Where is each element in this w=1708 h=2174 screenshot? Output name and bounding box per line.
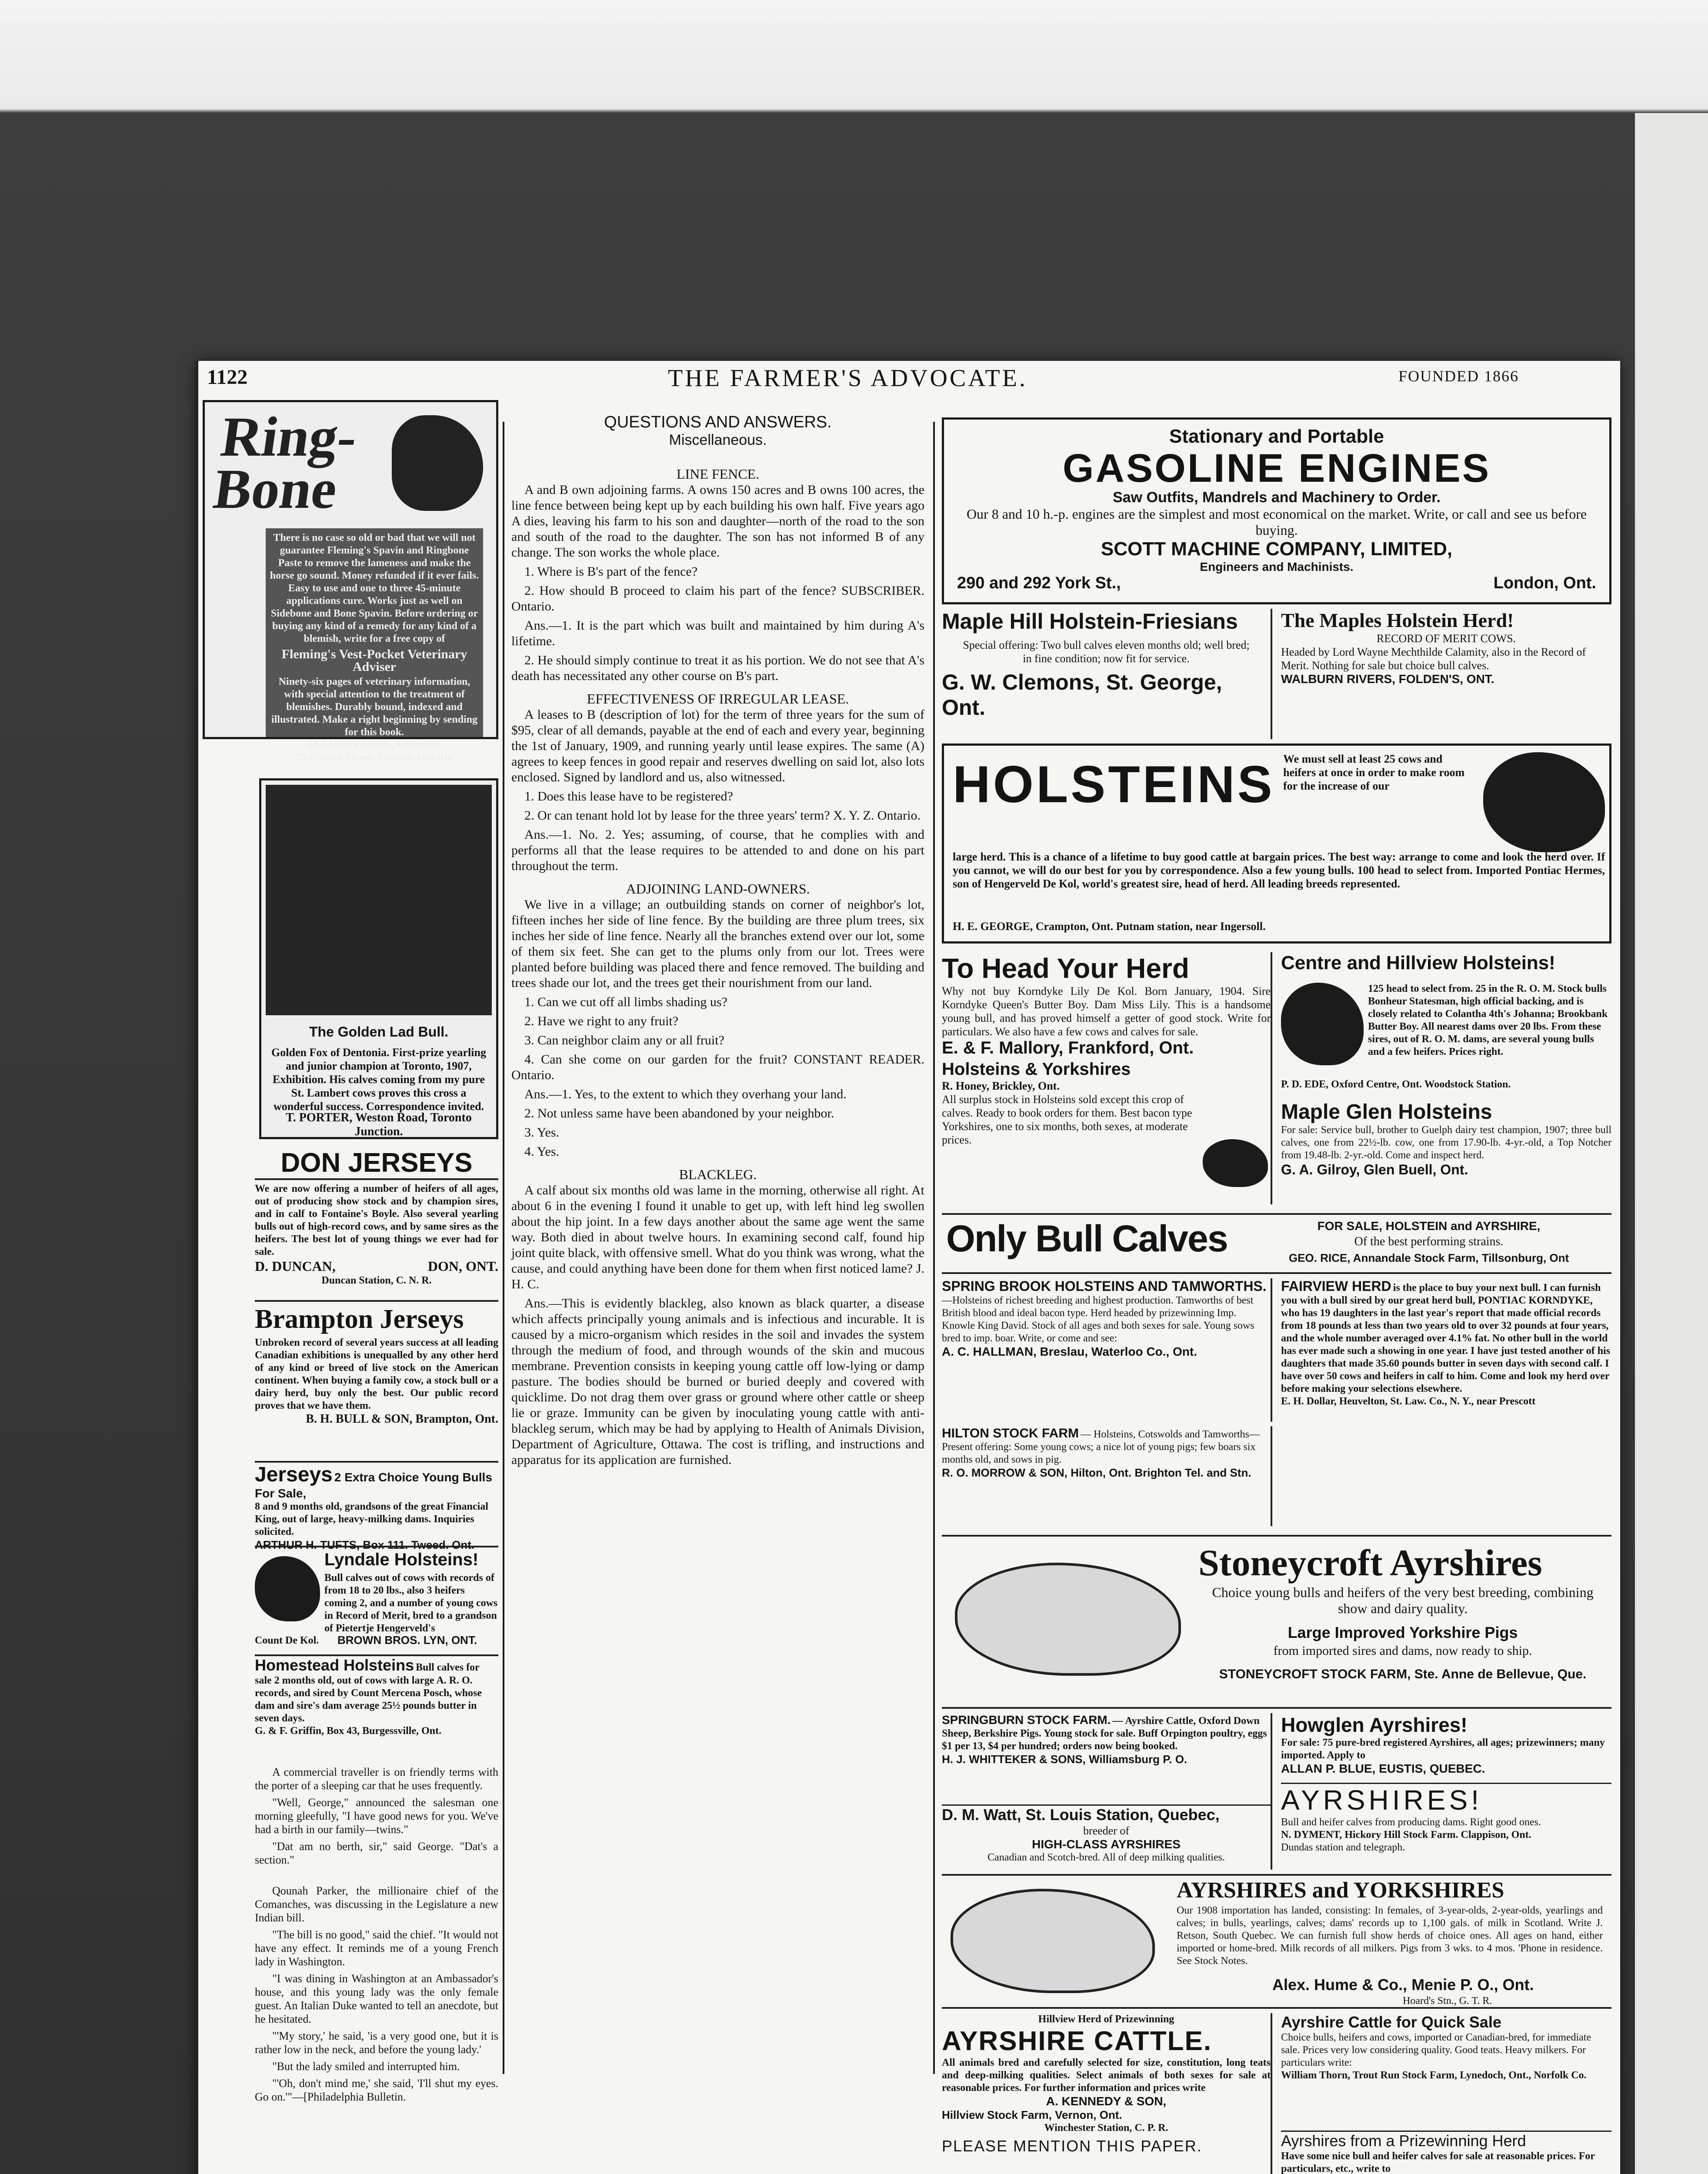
golden-lad-firm: T. PORTER, Weston Road, Toronto Junction.	[286, 1111, 472, 1138]
maples-holstein-ad	[1281, 609, 1611, 739]
springburn-title: SPRINGBURN STOCK FARM.	[942, 1713, 1111, 1727]
springburn-firm: H. J. WHITTEKER & SONS, Williamsburg P. O.	[942, 1753, 1188, 1766]
golden-lad-caption: The Golden Lad Bull.	[309, 1024, 448, 1040]
qa-paragraph: A leases to B (description of lot) for the term of three years for the sum of $95, clear of all demands, payable at the end of each and every year, beginning the 1st of January, 1909, and running yearly until lease expires. The same (A) agrees to keep fences in good repair and reserves dwelling on said lot, also lots enclosed. Signed by landlord and us, also witnessed.	[511, 707, 924, 784]
centre-hillview-body: 125 head to select from. 25 in the R. O. M. Stock bulls Bonheur Statesman, high official backing, and is closely related to Colantha 4th's Johanna; Brookbank Butter Boy. All nearest dams over 20 lbs. From these sires, out of R. O. M. dams, are several young bulls and a few heifers. Prices right.	[1368, 983, 1608, 1057]
brampton-ad	[255, 1300, 498, 1457]
spring-brook-title: SPRING BROOK HOLSTEINS AND TAMWORTHS.	[942, 1278, 1267, 1294]
cow-illustration	[951, 1889, 1155, 1993]
ayrshires-dyment-tail: Dundas station and telegraph.	[1281, 1842, 1405, 1853]
hillview-ad	[942, 2013, 1272, 2174]
hilton-body: — Holsteins, Cotswolds and Tamworths—Present offering: Some young cows; a nice lot of young pigs; few boars six months old, and sows in pig.	[942, 1429, 1260, 1465]
honey-title: Holsteins & Yorkshires	[942, 1060, 1131, 1079]
ayrshires-dyment-firm: N. DYMENT, Hickory Hill Stock Farm. Clappison, Ont.	[1281, 1829, 1531, 1841]
qa-paragraph: 2. How should B proceed to claim his part of the fence? SUBSCRIBER. Ontario.	[511, 584, 924, 614]
anecdote-paragraph: "The bill is no good," said the chief. "It would not have any effect. It reminds me of a young French lady in Washington.	[255, 1928, 498, 1968]
qa-paragraph: Ans.—1. No. 2. Yes; assuming, of course, that he complies with and performs all that the lease requires to be attended to and done on his part throughout the term.	[511, 827, 924, 873]
hilton-title: HILTON STOCK FARM	[942, 1426, 1079, 1440]
hume-body: Our 1908 importation has landed, consisting: In females, of 3-year-olds, 2-year-olds, yearlings and calves; in bulls, yearlings, calves; dams' records up to 1,100 gals. of milk in Scotland. Write J. Retson, South Quebec. We can furnish full show herds of choice ones. All ages on hand, either imported or home-bred. Milk records of all milkers. Pigs from 3 wks. to 4 mos. 'Phone in residence. See Stock Notes.	[1177, 1905, 1603, 1967]
hume-ad	[942, 1874, 1611, 2009]
only-bull-line3: GEO. RICE, Annandale Stock Farm, Tillsonburg, Ont	[1288, 1251, 1569, 1264]
anecdote-paragraph: "But the lady smiled and interrupted him.	[272, 2060, 460, 2073]
masthead: THE FARMER'S ADVOCATE.	[668, 365, 1027, 392]
qa-paragraph: A calf about six months old was lame in the morning, otherwise all right. At about 6 in the evening I found it unable to get up, with left hind leg swollen about the hip joint. In a few days another about the same age went the same way. Both died in about twelve hours. In examining second calf, found hip joint quite black, with offensive smell. What do you think was wrong, what the cause, and could anything have been done for them when first noticed lame? J. H. C.	[511, 1183, 924, 1291]
golden-lad-body: Golden Fox of Dentonia. First-prize yearling and junior champion at Toronto, 1907, Exhibition. His calves coming from my pure St. Lambert cows proves this cross a wonderful success. Correspondence invited.	[271, 1046, 486, 1113]
to-head-your-herd-ad	[942, 952, 1272, 1204]
spring-brook-firm: A. C. HALLMAN, Breslau, Waterloo Co., Ont.	[942, 1345, 1197, 1358]
page-number: 1122	[207, 366, 248, 389]
maples-firm: WALBURN RIVERS, FOLDEN'S, ONT.	[1281, 672, 1494, 686]
don-jerseys-title: DON JERSEYS	[255, 1148, 498, 1180]
hilton-ad	[942, 1426, 1272, 1526]
quick-sale-title: Ayrshire Cattle for Quick Sale	[1281, 2013, 1501, 2031]
howglen-firm: ALLAN P. BLUE, EUSTIS, QUEBEC.	[1281, 1762, 1485, 1775]
anecdotes	[255, 1765, 498, 2174]
jerseys-subtitle: 2 Extra Choice Young Bulls For Sale,	[255, 1470, 492, 1500]
prizewinning-herd-ad	[1281, 2131, 1611, 2174]
holsteins-body1: We must sell at least 25 cows and heifers at once in order to make room for the increase of our	[1283, 753, 1465, 792]
qa-paragraph: 1. Can we cut off all limbs shading us?	[524, 995, 727, 1009]
anecdote-paragraph: Qounah Parker, the millionaire chief of the Comanches, was discussing in the Legislature a new Indian bill.	[255, 1884, 498, 1924]
centre-hillview-ad	[1281, 952, 1611, 1100]
gasoline-address-right: London, Ont.	[1493, 574, 1596, 592]
anecdote-paragraph: "'Oh, don't mind me,' she said, 'I'll shut my eyes. Go on.'"—[Philadelphia Bulletin.	[255, 2077, 498, 2103]
cow-head-illustration	[1281, 983, 1364, 1065]
newspaper-page	[196, 361, 1620, 2174]
qa-heading: QUESTIONS AND ANSWERS.	[604, 413, 832, 431]
gasoline-engines-ad	[942, 417, 1611, 604]
gasoline-line3: Saw Outfits, Mandrels and Machinery to Order.	[1113, 489, 1441, 506]
don-jerseys-station: Duncan Station, C. N. R.	[321, 1275, 432, 1286]
column-divider	[503, 422, 504, 2074]
homestead-body: Bull calves for sale 2 months old, out of cows with large A. R. O. records, and sired by Count Mercena Posch, whose dam and sire's dam average 25½ pounds butter in seven days.	[255, 1662, 482, 1724]
only-bull-line2: Of the best performing strains.	[1354, 1235, 1504, 1248]
qa-paragraph: 2. Have we right to any fruit?	[524, 1014, 679, 1028]
maples-title: The Maples Holstein Herd!	[1281, 609, 1514, 631]
jerseys-firm: ARTHUR H. TUFTS, Box 111. Tweed. Ont.	[255, 1538, 475, 1551]
hillview-firm: A. KENNEDY & SON,	[1046, 2094, 1167, 2108]
please-mention-notice: PLEASE MENTION THIS PAPER.	[942, 2137, 1202, 2155]
lyndale-title: Lyndale Holsteins!	[324, 1550, 479, 1569]
ringbone-body-block	[266, 528, 483, 763]
watt-body: Canadian and Scotch-bred. All of deep milking qualities.	[987, 1852, 1225, 1863]
holsteins-firm: H. E. GEORGE, Crampton, Ont. Putnam station, near Ingersoll.	[953, 920, 1266, 933]
ringbone-ad	[203, 400, 498, 763]
to-head-firm: E. & F. Mallory, Frankford, Ont.	[942, 1038, 1194, 1057]
ringbone-body: There is no case so old or bad that we will not guarantee Fleming's Spavin and Ringbone Paste to remove the lameness and make the horse go sound. Money refunded if it ever fails. Easy to use and one to three 45-minute applications cure. Works just as well on Sidebone and Bone Spavin. Before ordering or buying any kind of a remedy for any kind of a blemish, write for a free copy of	[270, 532, 479, 644]
watt-heading: HIGH-CLASS AYRSHIRES	[1032, 1837, 1181, 1851]
golden-lad-ad	[259, 778, 498, 1139]
qa-paragraph: 3. Can neighbor claim any or all fruit?	[524, 1033, 724, 1047]
lyndale-body: Bull calves out of cows with records of from 18 to 20 lbs., also 3 heifers coming 2, and a number of young cows in Record of Merit, bred to a grandson of Pietertje Hengerveld's	[324, 1572, 498, 1634]
stoneycroft-line3: from imported sires and dams, now ready to ship.	[1273, 1644, 1532, 1658]
hillview-body: All animals bred and carefully selected for size, constitution, long teats and deep-milking qualities. Select animals of both sexes for sale at reasonable prices. For further information and prices write	[942, 2057, 1271, 2094]
stoneycroft-firm: STONEYCROFT STOCK FARM, Ste. Anne de Bellevue, Que.	[1219, 1667, 1587, 1681]
questions-and-answers-column	[511, 413, 924, 2100]
qa-paragraph: 4. Can she come on our garden for the fruit? CONSTANT READER. Ontario.	[511, 1052, 924, 1082]
hume-title: AYRSHIRES and YORKSHIRES	[1177, 1878, 1505, 1903]
stoneycroft-line2: Large Improved Yorkshire Pigs	[1288, 1624, 1518, 1641]
stoneycroft-ad	[942, 1535, 1611, 1709]
qa-paragraph: A and B own adjoining farms. A owns 150 acres and B owns 100 acres, the line fence between being kept up by each building his own half. Five years ago A dies, leaving his farm to his son and daughter—north of the road to the son and south of the road to the daughter. The son has not informed B of any change. The son works the whole place.	[511, 483, 924, 560]
gasoline-company: SCOTT MACHINE COMPANY, LIMITED,	[1101, 538, 1453, 560]
ringbone-firm: FLEMING BROS., Chemists,	[308, 739, 441, 750]
hume-firm: Alex. Hume & Co., Menie P. O., Ont.	[1272, 1976, 1534, 1994]
quick-sale-body: Choice bulls, heifers and cows, imported or Canadian-bred, for immediate sale. Prices very low considering quality. Good teats. Heavy milkers. For particulars write:	[1281, 2032, 1591, 2068]
column-divider	[933, 422, 935, 2074]
ayrshires-dyment-body: Bull and heifer calves from producing dams. Right good ones.	[1281, 1817, 1541, 1828]
gasoline-title: GASOLINE ENGINES	[1062, 446, 1491, 490]
gasoline-address-left: 290 and 292 York St.,	[957, 574, 1121, 592]
hume-station: Hoard's Stn., G. T. R.	[1403, 1995, 1492, 2007]
section-body-irregular-lease	[511, 707, 924, 874]
stoneycroft-title: Stoneycroft Ayrshires	[1198, 1542, 1542, 1584]
jerseys-title: Jerseys	[255, 1463, 333, 1486]
qa-paragraph: Ans.—1. Yes, to the extent to which they overhang your land.	[524, 1087, 847, 1101]
fairview-body: is the place to buy your next bull. I can furnish you with a bull sired by our great herd bull, PONTIAC KORNDYKE, who has 19 daughters in the last year's report that made official records from 18 pounds at less than two years old to over 32 pounds at four years, and the whole number averaged over 4.1% fat. No other bull in the world has ever made such a showing in one year. I have just tested another of his daughters that made 35.60 pounds butter in seven days with second calf. I have over 50 cows and heifers in calf to him. Come and look my herd over before making your selections elsewhere.	[1281, 1282, 1610, 1394]
section-body-line-fence	[511, 482, 924, 684]
cow-illustration	[955, 1563, 1181, 1676]
quick-sale-ad	[1281, 2013, 1611, 2126]
anecdote-paragraph: "'My story,' he said, 'is a very good one, but it is rather low in the neck, and before the young lady.'	[255, 2030, 498, 2056]
don-jerseys-body: We are now offering a number of heifers of all ages, out of producing show stock and by champion sires, and in calf to Fontaine's Boyle. Also several yearling bulls out of high-record cows, and by same sires as the heifers. The best lot of young things we ever had for sale.	[255, 1183, 498, 1257]
don-jerseys-ad	[255, 1148, 498, 1291]
centre-hillview-firm: P. D. EDE, Oxford Centre, Ont. Woodstock Station.	[1281, 1079, 1511, 1090]
maples-subtitle: RECORD OF MERIT COWS.	[1376, 632, 1516, 645]
qa-paragraph: 1. Does this lease have to be registered?	[524, 789, 733, 804]
brampton-body: Unbroken record of several years success at all leading Canadian exhibitions is unequalled by any other herd of any kind or breed of live stock on the American continent. When buying a family cow, a stock bull or a dairy herd, buy only the best. Our public record proves that we have them.	[255, 1337, 498, 1411]
maple-glen-ad	[1281, 1100, 1611, 1204]
bull-photo	[266, 785, 492, 1015]
gasoline-sub: Engineers and Machinists.	[1200, 560, 1354, 574]
anecdote-paragraph: "I was dining in Washington at an Ambassador's house, and this young lady was the only female guest. An Italian Duke wanted to tell an anecdote, but he hesitated.	[255, 1972, 498, 2025]
hillview-title: AYRSHIRE CATTLE.	[942, 2026, 1212, 2056]
qa-paragraph: 2. Not unless same have been abandoned by your neighbor.	[524, 1106, 834, 1120]
gasoline-address	[944, 574, 1609, 593]
fairview-title: FAIRVIEW HERD	[1281, 1278, 1391, 1294]
founded-line: FOUNDED 1866	[1398, 367, 1519, 385]
maple-hill-ad	[942, 609, 1272, 739]
ringbone-address: 75 Church Street, Toronto, Ontario	[296, 752, 453, 763]
brampton-title: Brampton Jerseys	[255, 1304, 464, 1334]
qa-paragraph: 4. Yes.	[524, 1144, 560, 1159]
centre-hillview-title: Centre and Hillview Holsteins!	[1281, 952, 1555, 974]
homestead-title: Homestead Holsteins	[255, 1656, 414, 1674]
section-body-blackleg	[511, 1183, 924, 1468]
jerseys-body: 8 and 9 months old, grandsons of the great Financial King, out of large, heavy-milking dams. Inquiries solicited.	[255, 1501, 488, 1537]
section-title-blackleg: BLACKLEG.	[679, 1167, 757, 1182]
honey-body: All surplus stock in Holsteins sold except this crop of calves. Ready to book orders for them. Best bacon type Yorkshires, one to six months, both sexes, at moderate prices.	[942, 1093, 1192, 1146]
hillview-address: Hillview Stock Farm, Vernon, Ont.	[942, 2108, 1122, 2121]
maple-glen-firm: G. A. Gilroy, Glen Buell, Ont.	[1281, 1162, 1468, 1177]
watt-ad	[942, 1804, 1272, 1870]
homestead-ad	[255, 1654, 498, 1741]
qa-paragraph: 2. Or can tenant hold lot by lease for the three years' term? X. Y. Z. Ontario.	[524, 808, 921, 823]
bull-head-illustration	[1483, 752, 1605, 852]
adjacent-page-edge	[1635, 113, 1708, 2174]
to-head-body: Why not buy Korndyke Lily De Kol. Born January, 1904. Sire Korndyke Queen's Butter Boy. Dam Miss Lily. This is a handsome young bull, and has proved himself a getter of good stock. Write for particulars. We also have a few cows and calves for sale.	[942, 985, 1271, 1038]
cow-head-illustration	[255, 1556, 320, 1621]
qa-paragraph: 2. He should simply continue to treat it as his portion. We do not see that A's death has necessitated any other course on B's part.	[511, 653, 924, 683]
springburn-body: — Ayrshire Cattle, Oxford Down Sheep, Berkshire Pigs. Young stock for sale. Buff Orpington poultry, eggs $1 per 13, $4 per hundred; orders now being booked.	[942, 1715, 1267, 1752]
don-jerseys-names	[255, 1258, 498, 1274]
maple-hill-body: Special offering: Two bull calves eleven months old; well bred; in fine condition; now fit for service.	[963, 639, 1250, 665]
spring-brook-ad	[942, 1278, 1272, 1422]
ayrshires-dyment-title: AYRSHIRES!	[1281, 1784, 1482, 1816]
to-head-title: To Head Your Herd	[942, 953, 1189, 984]
homestead-firm: G. & F. Griffin, Box 43, Burgessville, Ont.	[255, 1725, 442, 1737]
holsteins-body2: large herd. This is a chance of a lifetime to buy good cattle at bargain prices. The best way: arrange to come and look the herd over. If you cannot, we will do our best for you by correspondence. Also a few young bulls. 100 head to select from. Imported Pontiac Hermes, son of Hengerveld De Kol, world's greatest sire, head of herd. All leading breeds represented.	[953, 850, 1605, 890]
ayrshires-dyment-ad	[1281, 1783, 1611, 1870]
qa-paragraph: Ans.—1. It is the part which was built and maintained by him during A's lifetime.	[511, 618, 924, 648]
gasoline-line4: Our 8 and 10 h.-p. engines are the simplest and most economical on the market. Write, or call and see us before buying.	[966, 506, 1587, 538]
anecdote-paragraph: "Well, George," announced the salesman one morning gleefully, "I have good news for you. We've had a birth in our family—twins."	[255, 1796, 498, 1836]
prizewinning-title: Ayrshires from a Prizewinning Herd	[1281, 2132, 1526, 2150]
lyndale-firm: BROWN BROS. LYN, ONT.	[337, 1634, 477, 1647]
anecdote-paragraph: A commercial traveller is on friendly terms with the porter of a sleeping car that he uses frequently.	[255, 1766, 498, 1792]
horse-leg-illustration	[392, 415, 483, 511]
fairview-firm: E. H. Dollar, Heuvelton, St. Law. Co., N. Y., near Prescott	[1281, 1396, 1536, 1407]
ringbone-heading: Fleming's Vest-Pocket Veterinary Adviser	[281, 647, 467, 674]
maple-hill-firm: G. W. Clemons, St. George, Ont.	[942, 670, 1222, 720]
ringbone-body2: Ninety-six pages of veterinary information, with special attention to the treatment of blemishes. Durably bound, indexed and illustrated. Make a right beginning by sending for this book.	[271, 676, 478, 738]
springburn-ad	[942, 1713, 1272, 1804]
ringbone-title: Ring-Bone	[210, 406, 361, 520]
stoneycroft-line1: Choice young bulls and heifers of the very best breeding, combining show and dairy quality.	[1212, 1584, 1594, 1616]
brampton-firm: B. H. BULL & SON, Brampton, Ont.	[306, 1412, 498, 1426]
quick-sale-firm: William Thorn, Trout Run Stock Farm, Lynedoch, Ont., Norfolk Co.	[1281, 2070, 1587, 2081]
only-bull-title: Only Bull Calves	[946, 1218, 1228, 1260]
section-title-adjoining-land-owners: ADJOINING LAND-OWNERS.	[626, 881, 810, 897]
watt-title: D. M. Watt, St. Louis Station, Quebec,	[942, 1806, 1220, 1824]
hillview-small: Hillview Herd of Prizewinning	[1038, 2014, 1174, 2025]
hillview-station: Winchester Station, C. P. R.	[1044, 2122, 1168, 2134]
hilton-firm: R. O. MORROW & SON, Hilton, Ont. Brighton Tel. and Stn.	[942, 1466, 1251, 1479]
only-bull-line1: FOR SALE, HOLSTEIN and AYRSHIRE,	[1317, 1219, 1541, 1233]
section-body-adjoining-land-owners	[511, 897, 924, 1160]
howglen-body: For sale: 75 pure-bred registered Ayrshires, all ages; prizewinners; many imported. Apply to	[1281, 1737, 1605, 1761]
lyndale-tail: Count De Kol.	[255, 1635, 319, 1646]
howglen-ad	[1281, 1713, 1611, 1778]
fairview-ad	[1281, 1278, 1611, 1526]
jerseys-tufts-ad	[255, 1461, 498, 1551]
watt-sub: breeder of	[1083, 1824, 1130, 1837]
prizewinning-body: Have some nice bull and heifer calves for sale at reasonable prices. For particulars, etc., write to	[1281, 2151, 1595, 2174]
gasoline-line1: Stationary and Portable	[1169, 426, 1384, 447]
anecdote-paragraph: "Dat am no berth, sir," said George. "Dat's a section."	[255, 1840, 498, 1866]
maple-hill-title: Maple Hill Holstein-Friesians	[942, 609, 1238, 634]
pig-illustration	[1203, 1139, 1268, 1187]
only-bull-calves-ad	[942, 1213, 1611, 1274]
holsteins-title: HOLSTEINS	[953, 755, 1275, 814]
spring-brook-body: —Holsteins of richest breeding and highest production. Tamworths of best British blood and ideal bacon type. Herd headed by prizewinning Imp. Knowle King David. Stock of all ages and both sexes for sale. Young sows bred to imp. boar. Write, or come and see:	[942, 1295, 1254, 1344]
honey-firm: R. Honey, Brickley, Ont.	[942, 1080, 1060, 1092]
howglen-title: Howglen Ayrshires!	[1281, 1714, 1468, 1736]
maple-glen-title: Maple Glen Holsteins	[1281, 1100, 1492, 1124]
qa-paragraph: 1. Where is B's part of the fence?	[524, 564, 698, 579]
lyndale-ad	[255, 1546, 498, 1650]
qa-paragraph: We live in a village; an outbuilding stands on corner of neighbor's lot, fifteen inches her side of line fence. By the building are three plum trees, six inches her side of line fence. Nearly all the branches extend over our lot, some of them six feet. She can get to the plums only from our lot. Trees were planted before building was placed there and fence removed. The building and trees shade our lot, and the trees get their nourishment from our land.	[511, 897, 924, 990]
don-jerseys-name-right: DON, ONT.	[427, 1258, 498, 1274]
section-title-line-fence: LINE FENCE.	[676, 466, 760, 482]
qa-paragraph: Ans.—This is evidently blackleg, also known as black quarter, a disease which affects principally young animals and is infectious and incurable. It is caused by a micro-organism which resides in the soil and invades the system through the medium of food, and through wounds of the skin and mucous membrane. Prevention consists in keeping young cattle off low-lying or damp pasture. The bodies should be burned or buried deeply and covered with quicklime. Do not drag them over grass or ground where other cattle or sheep lie or graze. Immunity can be given by inoculating young cattle with anti-blackleg serum, which may be had by applying to Health of Animals Division, Department of Agriculture, Ottawa. The cost is trifling, and instructions and apparatus for its application are furnished.	[511, 1296, 924, 1467]
qa-subheading: Miscellaneous.	[669, 432, 767, 448]
maple-glen-body: For sale: Service bull, brother to Guelph dairy test champion, 1907; three bull calves, one from 22½-lb. cow, one from 17.90-lb. 4-yr.-old, a Top Notcher from 19.48-lb. 2-yr.-old. Come and inspect herd.	[1281, 1124, 1611, 1161]
don-jerseys-name-left: D. DUNCAN,	[255, 1258, 336, 1274]
holsteins-george-ad	[942, 744, 1611, 944]
qa-paragraph: 3. Yes.	[524, 1125, 560, 1140]
maples-body: Headed by Lord Wayne Mechthilde Calamity, also in the Record of Merit. Nothing for sale but choice bull calves.	[1281, 646, 1586, 672]
section-title-irregular-lease: EFFECTIVENESS OF IRREGULAR LEASE.	[587, 691, 849, 707]
